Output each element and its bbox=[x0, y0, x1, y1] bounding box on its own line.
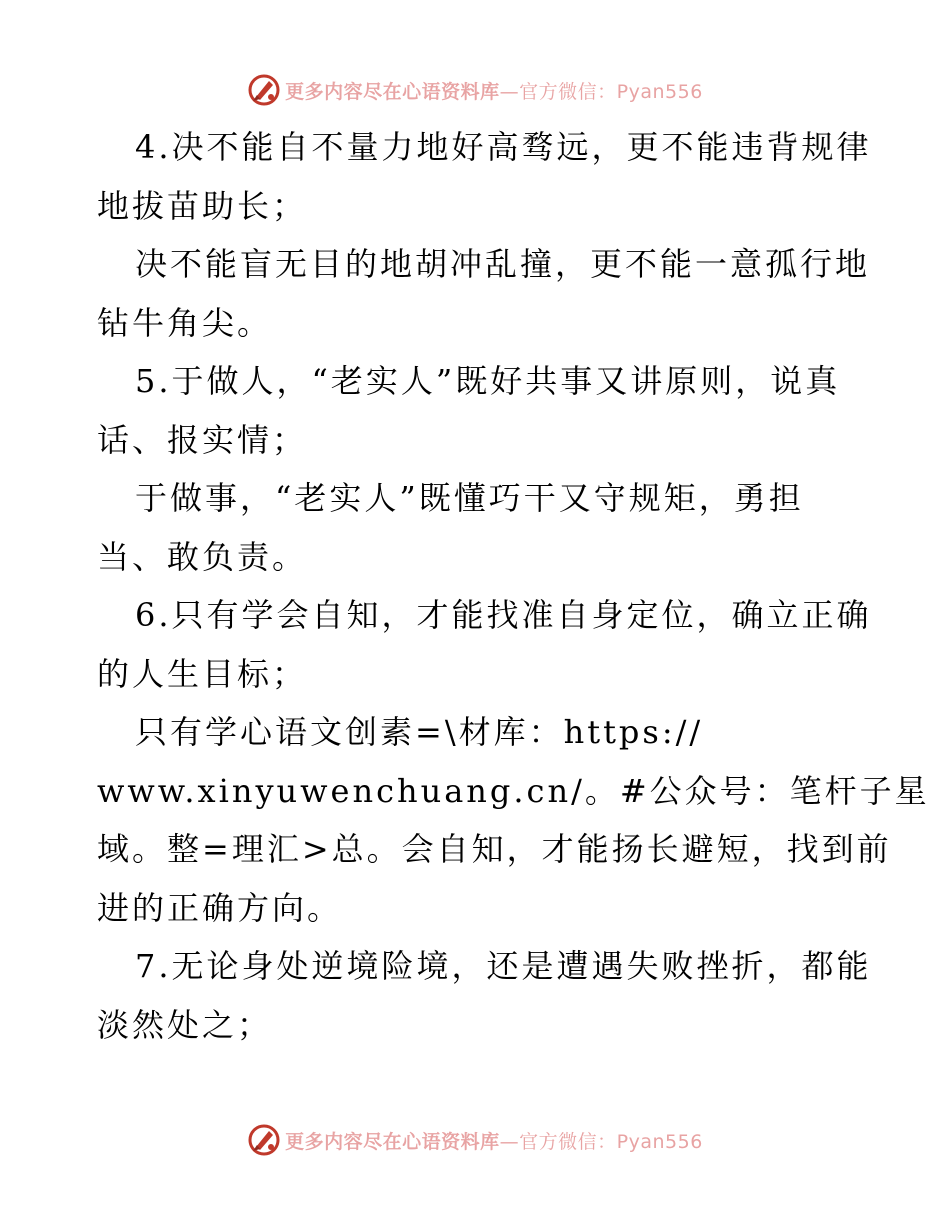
footer-banner bbox=[0, 1120, 950, 1160]
text-line: 地拔苗助长； bbox=[97, 186, 308, 225]
text-line: www.xinyuwenchuang.cn/。#公众号：笔杆子星 bbox=[97, 771, 930, 810]
text-line: 7.无论身处逆境险境，还是遭遇失败挫折，都能 bbox=[135, 947, 872, 985]
text-line: 只有学心语文创素=\材库：https:// bbox=[135, 713, 704, 751]
header-banner-text: 更多内容尽在心语资料库 bbox=[285, 80, 500, 103]
text-line: 淡然处之； bbox=[97, 1005, 273, 1044]
text-line: 5.于做人，“老实人”既好共事又讲原则，说真 bbox=[135, 362, 841, 400]
footer-banner-wechat: —官方微信：Pyan556 bbox=[499, 1130, 703, 1153]
document-body bbox=[97, 118, 930, 1054]
text-line: 当、敢负责。 bbox=[97, 537, 308, 576]
brand-logo-icon bbox=[247, 1123, 281, 1157]
text-line: 域。整=理汇>总。会自知，才能扬长避短，找到前 bbox=[97, 830, 892, 868]
footer-banner-text: 更多内容尽在心语资料库 bbox=[285, 1130, 500, 1153]
brand-logo-icon bbox=[247, 73, 281, 107]
text-line: 的人生目标； bbox=[97, 654, 308, 693]
text-line: 于做事，“老实人”既懂巧干又守规矩，勇担 bbox=[135, 479, 804, 517]
header-banner-wechat: —官方微信：Pyan556 bbox=[499, 80, 703, 103]
text-line: 决不能盲无目的地胡冲乱撞，更不能一意孤行地 bbox=[135, 245, 871, 283]
text-line: 4.决不能自不量力地好高骛远，更不能违背规律 bbox=[135, 128, 872, 166]
text-line: 话、报实情； bbox=[97, 420, 308, 459]
text-line: 进的正确方向。 bbox=[97, 888, 343, 927]
text-line: 钻牛角尖。 bbox=[97, 303, 273, 342]
text-line: 6.只有学会自知，才能找准自身定位，确立正确 bbox=[135, 596, 872, 634]
header-banner bbox=[0, 70, 950, 110]
